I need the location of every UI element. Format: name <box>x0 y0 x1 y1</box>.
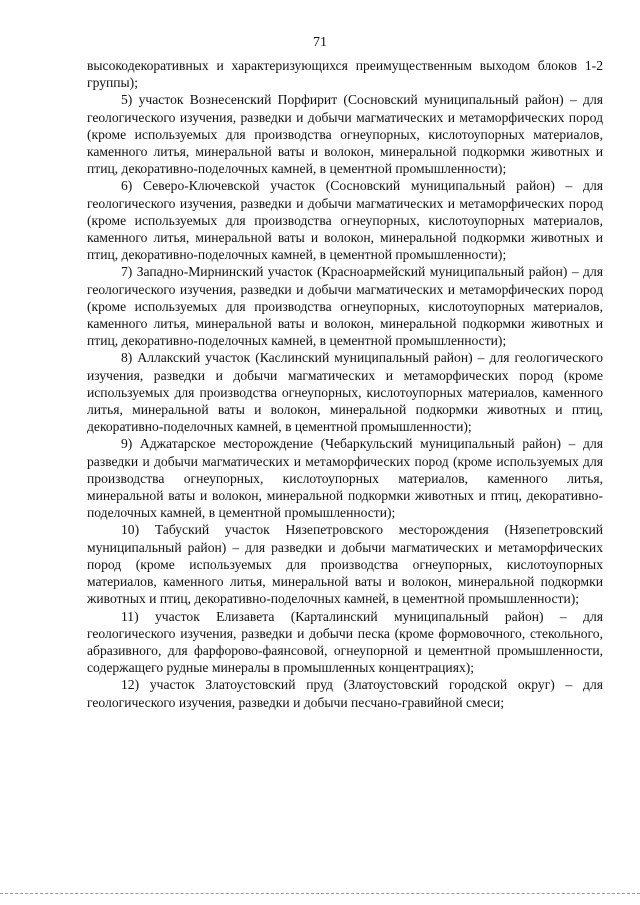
list-item-8: 8) Аллакский участок (Каслинский муниципальный район) – для геологического изучения, разведки и добычи магматических и метаморфических пород (кроме используемых для производства огнеупорных, кислотоупорных материалов, каменного литья, минеральной ваты и волокон, минеральной подкормки животных и птиц, декоративно-поделочных камней, в цементной промышленности); <box>87 350 603 435</box>
list-item-9: 9) Аджатарское месторождение (Чебаркульский муниципальный район) – для разведки и добычи магматических и метаморфических пород (кроме используемых для производства огнеупорных, кислотоупорных материалов, каменного литья, минеральной ваты и волокон, минеральной подкормки животных и птиц, декоративно-поделочных камней, в цементной промышленности); <box>87 436 603 521</box>
list-item-10: 10) Табуский участок Нязепетровского месторождения (Нязепетровский муниципальный район) – для разведки и добычи магматических и метаморфических пород (кроме используемых для производства огнеупорных, кислотоупорных материалов, каменного литья, минеральной ваты и волокон, минеральной подкормки животных и птиц, декоративно-поделочных камней, в цементной промышленности); <box>87 522 603 607</box>
list-item-12: 12) участок Златоустовский пруд (Златоустовский городской округ) – для геологического изучения, разведки и добычи песчано-гравийной смеси; <box>87 677 603 710</box>
list-item-11: 11) участок Елизавета (Карталинский муниципальный район) – для геологического изучения, разведки и добычи песка (кроме формовочного, стекольного, абразивного, для фарфорово-фаянсовой, огнеупорной и цементной промышленности, содержащего рудные минералы в промышленных концентрациях); <box>87 608 603 676</box>
page-bottom-divider <box>0 893 640 895</box>
list-item-7: 7) Западно-Мирнинский участок (Красноармейский муниципальный район) – для геологического изучения, разведки и добычи магматических и метаморфических пород (кроме используемых для производства огнеупорных, кислотоупорных материалов, каменного литья, минеральной ваты и волокон, минеральной подкормки животных и птиц, декоративно-поделочных камней, в цементной промышленности); <box>87 264 603 349</box>
intro-paragraph: высокодекоративных и характеризующихся преимущественным выходом блоков 1-2 группы); <box>87 58 603 91</box>
document-body <box>87 57 603 711</box>
list-item-6: 6) Северо-Ключевской участок (Сосновский муниципальный район) – для геологического изучения, разведки и добычи магматических и метаморфических пород (кроме используемых для производства огнеупорных, кислотоупорных материалов, каменного литья, минеральной ваты и волокон, минеральной подкормки животных и птиц, декоративно-поделочных камней, в цементной промышленности); <box>87 178 603 263</box>
page-number: 71 <box>313 35 327 50</box>
list-item-5: 5) участок Вознесенский Порфирит (Сосновский муниципальный район) – для геологического изучения, разведки и добычи магматических и метаморфических пород (кроме используемых для производства огнеупорных, кислотоупорных материалов, каменного литья, минеральной ваты и волокон, минеральной подкормки животных и птиц, декоративно-поделочных камней, в цементной промышленности); <box>87 92 603 177</box>
